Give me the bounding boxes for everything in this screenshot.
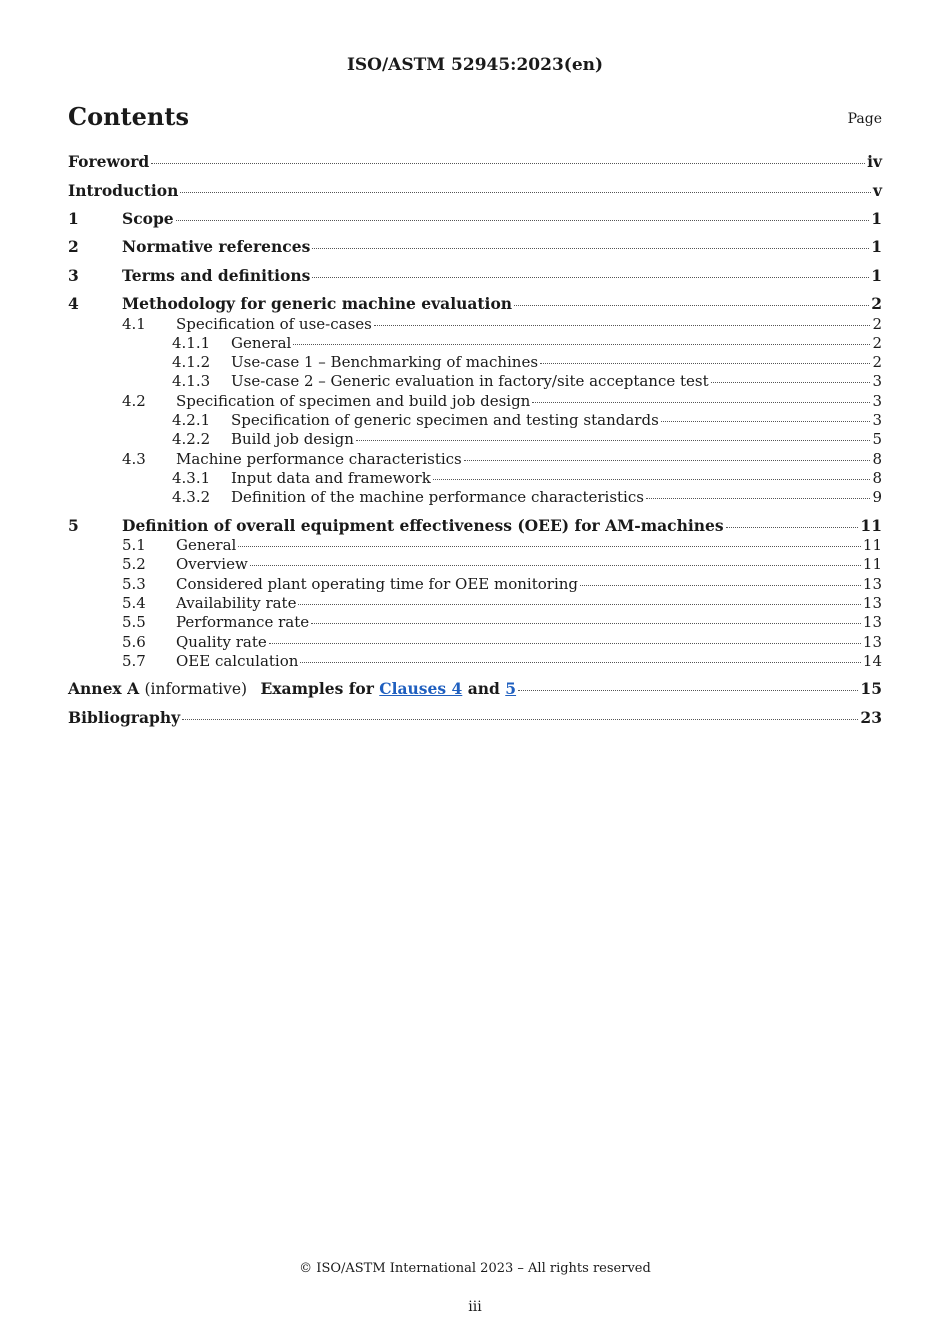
toc-entry-page: v [872, 181, 882, 200]
dot-leader [646, 497, 870, 499]
toc-entry-number: 4.3.2 [172, 488, 211, 506]
dot-leader [518, 689, 858, 691]
page-number: iii [468, 1299, 482, 1315]
dot-leader [293, 343, 870, 345]
annex-title-joiner: and [462, 679, 506, 698]
toc-entry-number: 5 [68, 516, 79, 535]
dot-leader [269, 642, 861, 644]
toc-entry-4-1-1[interactable] [68, 333, 882, 353]
toc-entry-title: General [176, 536, 237, 554]
toc-entry-page: 11 [862, 536, 882, 554]
toc-entry-title: Specification of specimen and build job design [176, 392, 531, 410]
toc-entry-title: Foreword [68, 152, 150, 171]
toc-entry-number: 1 [68, 209, 79, 228]
toc-entry-4-2-2[interactable] [68, 429, 882, 449]
toc-entry-5-7[interactable] [68, 651, 882, 671]
dot-leader [661, 420, 871, 422]
toc-entry-number: 5.6 [122, 633, 146, 651]
dot-leader [580, 584, 861, 586]
toc-entry-number: 5.2 [122, 555, 146, 573]
dot-leader [238, 545, 861, 547]
toc-entry-4-1-2[interactable] [68, 352, 882, 372]
dot-leader [540, 362, 870, 364]
toc-entry-title: Introduction [68, 181, 179, 200]
toc-entry-page: 3 [872, 392, 882, 410]
toc-entry-title: Normative references [122, 237, 311, 256]
clauses-4-link[interactable]: Clauses 4 [379, 679, 463, 698]
dot-leader [182, 718, 858, 720]
toc-entry-page: 11 [860, 516, 882, 535]
page-column-label: Page [847, 111, 882, 127]
toc-entry-bibliography[interactable] [68, 708, 882, 728]
toc-entry-page: 13 [862, 633, 882, 651]
toc-entry-title: Terms and definitions [122, 266, 311, 285]
toc-entry-number: 5.3 [122, 575, 146, 593]
toc-entry-page: 2 [872, 353, 882, 371]
annex-label: Annex A [68, 679, 140, 698]
toc-entry-page: 5 [872, 430, 882, 448]
dot-leader [356, 439, 871, 441]
toc-entry-4-3-2[interactable] [68, 487, 882, 507]
toc-entry-number: 4.2.1 [172, 411, 211, 429]
toc-entry-title: Input data and framework [231, 469, 431, 487]
toc-entry-number: 5.7 [122, 652, 146, 670]
toc-entry-title: Quality rate [176, 633, 267, 651]
dot-leader [312, 247, 869, 249]
toc-entry-number: 4.2 [122, 392, 146, 410]
dot-leader [250, 564, 861, 566]
dot-leader [726, 526, 859, 528]
dot-leader [464, 459, 871, 461]
toc-entry-title: Availability rate [176, 594, 297, 612]
document-identifier: ISO/ASTM 52945:2023(en) [346, 55, 604, 75]
toc-entry-normative-references[interactable] [68, 237, 882, 257]
dot-leader [433, 478, 871, 480]
toc-entry-page: 1 [871, 266, 882, 285]
toc-entry-page: 13 [862, 594, 882, 612]
toc-entry-4-1-3[interactable] [68, 371, 882, 391]
toc-entry-page: 15 [860, 679, 882, 698]
dot-leader [151, 162, 865, 164]
toc-entry-title: Build job design [231, 430, 354, 448]
toc-entry-page: 14 [862, 652, 882, 670]
toc-entry-number: 5.5 [122, 613, 146, 631]
toc-entry-5-2[interactable] [68, 554, 882, 574]
dot-leader [298, 603, 860, 605]
toc-entry-4-3[interactable] [68, 449, 882, 469]
toc-entry-title: Definition of the machine performance characteristics [231, 488, 644, 506]
dot-leader [312, 276, 869, 278]
toc-entry-page: 9 [872, 488, 882, 506]
toc-entry-terms-and-definitions[interactable] [68, 266, 882, 286]
toc-entry-page: 3 [872, 411, 882, 429]
toc-entry-page: 13 [862, 575, 882, 593]
toc-entry-page: 1 [871, 237, 882, 256]
toc-entry-foreword[interactable] [68, 152, 882, 172]
toc-entry-number: 2 [68, 237, 79, 256]
toc-entry-page: 2 [872, 315, 882, 333]
toc-entry-number: 4.3.1 [172, 469, 211, 487]
toc-entry-page: 8 [872, 469, 882, 487]
toc-entry-4-2[interactable] [68, 391, 882, 411]
toc-entry-page: 3 [872, 372, 882, 390]
toc-entry-title: Specification of use-cases [176, 315, 372, 333]
toc-entry-title: Performance rate [176, 613, 310, 631]
toc-entry-title: General [231, 334, 292, 352]
toc-entry-clause-5[interactable] [68, 516, 882, 536]
toc-entry-title: Machine performance characteristics [176, 450, 462, 468]
toc-entry-number: 4.1.3 [172, 372, 211, 390]
contents-heading: Contents [68, 102, 189, 131]
toc-entry-introduction[interactable] [68, 181, 882, 201]
toc-entry-5-5[interactable] [68, 612, 882, 632]
toc-entry-number: 4.1 [122, 315, 146, 333]
toc-entry-number: 4 [68, 294, 79, 313]
dot-leader [311, 622, 861, 624]
toc-entry-page: 2 [871, 294, 882, 313]
toc-entry-number: 4.1.2 [172, 353, 211, 371]
toc-entry-number: 5.1 [122, 536, 146, 554]
dot-leader [711, 381, 871, 383]
clause-5-link[interactable]: 5 [505, 679, 517, 698]
annex-qualifier: (informative) [144, 680, 248, 698]
toc-entry-scope[interactable] [68, 209, 882, 229]
dot-leader [180, 191, 871, 193]
toc-entry-number: 4.2.2 [172, 430, 211, 448]
toc-entry-5-3[interactable] [68, 574, 882, 594]
toc-entry-number: 5.4 [122, 594, 146, 612]
toc-entry-4-3-1[interactable] [68, 468, 882, 488]
dot-leader [300, 661, 860, 663]
toc-entry-page: 8 [872, 450, 882, 468]
toc-entry-5-6[interactable] [68, 632, 882, 652]
toc-entry-page: iv [867, 152, 882, 171]
toc-entry-5-4[interactable] [68, 593, 882, 613]
toc-entry-page: 23 [860, 708, 882, 727]
toc-entry-number: 3 [68, 266, 79, 285]
copyright-notice: © ISO/ASTM International 2023 – All rights reserved [299, 1261, 651, 1276]
toc-entry-title: Bibliography [68, 708, 181, 727]
dot-leader [532, 401, 870, 403]
dot-leader [374, 324, 871, 326]
toc-entry-4-1[interactable] [68, 314, 882, 334]
toc-entry-title: Scope [122, 209, 174, 228]
toc-entry-4-2-1[interactable] [68, 410, 882, 430]
toc-entry-title: OEE calculation [176, 652, 299, 670]
annex-title-prefix: Examples for [260, 679, 380, 698]
toc-entry-title: Considered plant operating time for OEE monitoring [176, 575, 579, 593]
toc-entry-page: 2 [872, 334, 882, 352]
toc-entry-page: 11 [862, 555, 882, 573]
toc-entry-annex-a[interactable] [68, 679, 882, 699]
toc-entry-5-1[interactable] [68, 535, 882, 555]
toc-entry-title [68, 679, 516, 699]
toc-entry-number: 4.1.1 [172, 334, 211, 352]
toc-entry-page: 13 [862, 613, 882, 631]
toc-entry-title: Definition of overall equipment effectiveness (OEE) for AM-machines [122, 516, 724, 535]
toc-entry-clause-4[interactable] [68, 294, 882, 314]
toc-entry-title: Use-case 2 – Generic evaluation in factory/site acceptance test [231, 372, 709, 390]
dot-leader [514, 304, 869, 306]
toc-entry-title: Specification of generic specimen and testing standards [231, 411, 659, 429]
dot-leader [176, 219, 870, 221]
toc-entry-title: Overview [176, 555, 248, 573]
toc-entry-page: 1 [871, 209, 882, 228]
toc-entry-number: 4.3 [122, 450, 146, 468]
toc-entry-title: Use-case 1 – Benchmarking of machines [231, 353, 539, 371]
toc-entry-title: Methodology for generic machine evaluation [122, 294, 513, 313]
